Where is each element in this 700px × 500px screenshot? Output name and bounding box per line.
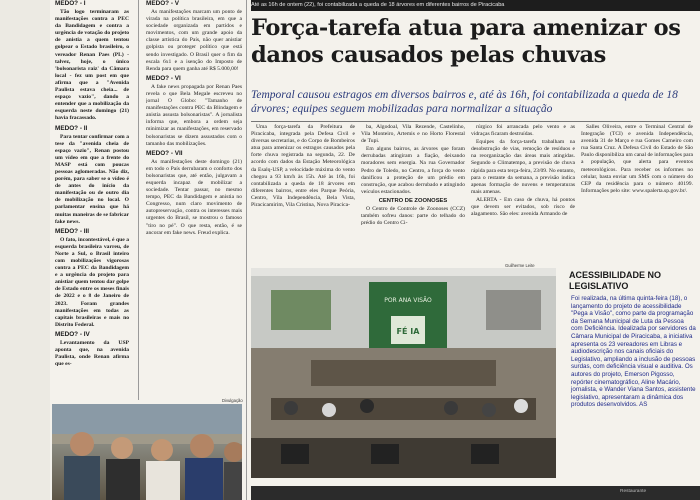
column-paragraph: As manifestações deste domingo (21) em todo o País derrubaram o conforto dos bolsonaristas que, até então, julgavam a esquerda incapaz de mobilizar a sociedade. Tentar passar, no mesmo tempo, PEC da Bandidagem e anistia no Congresso, num claro movimento de autopreservação, contra os interesses mais urgentes do Brasil, se mostrou o famoso "tiro no pé". O que resta, então, é se ancorar em fake news. Freud explica. [146,158,242,236]
article-paragraph: ba, Algodoal, Vila Rezende, Castelinho, Vila Monteiro, Artemis e no Horto Florestal de Tupi. [361,124,465,145]
photo-caption: Até as 16h de ontem (22), foi contabilizada a queda de 18 árvores em diferentes bairros de Piracicaba [251,2,505,8]
opinion-column-2 [146,0,242,400]
column-heading: MEDO? - VI [146,74,181,82]
article-paragraph: rúrgico foi arrancada pelo vento e as vidraças ficaram destruídas. [471,124,575,138]
column-heading: MEDO? - I [55,0,86,7]
article-paragraph: Em alguns bairros, as árvores que foram derrubadas atingiram a fiação, deixando moradores sem energia. Na rua Governador Pedro de Toledo, no Centro, a força do vento danificou a proteção de um prédio em construção, que acabou derrubado e atingindo veículos estacionados. [361,146,465,195]
screen-logo-text: FÉ IA [396,327,420,336]
photo-credit: Guilherme Leite [505,263,535,268]
column-divider [138,0,139,400]
next-article-label: Restaurante [620,489,647,494]
column-heading: MEDO? - VII [146,149,183,157]
article-paragraph: ALERTA - Em caso de chuva, há pontos que devem ser evitados, sob risco de alagamento. São eles: avenida Armando de [471,196,575,218]
article-column-2 [361,124,465,264]
column-heading: MEDO? - III [55,227,90,235]
group-photo-illustration [52,404,242,500]
column-paragraph: Para tentar confirmar com a tese da "avenida cheia de espaço vazio", Renan postou um vídeo em que a frente do MASP está com poucas pessoas aglomeradas. Não diz, porém, para saber se o vídeo é de antes do início da manifestação ou de outro dia de mobilização no local. O parlamentar ensina que há muitas maneiras de se fabricar fake news. [55,133,129,225]
article-subheading: CENTRO DE ZOONOSES [378,197,448,204]
column-heading: MEDO? - V [146,0,180,7]
article-paragraph: Uma força-tarefa da Prefeitura de Piracicaba, integrada pela Defesa Civil e diversas secretarias, e do Corpo de Bombeiros atua para amenizar os estragos causados pela forte chuva registrada na segunda, 22. De acordo com dados da Estação Meteorológica da Esalq-USP, a velocidade máxima do vento chegou a 93 km/h às 15h. Até às 16h, foi contabilizada a queda de 18 árvores em diferentes bairros, entre eles Parque Peória, Centro, Vila Independência, Bela Vista, Piracicamirim, Vila Cristina, Nova Piracica- [251,124,355,209]
column-heading: MEDO? - IV [55,330,90,338]
column-paragraph: As manifestações marcam um ponto de virada na política brasileira, em que a sociedade organizada em partidos e movimentos, com um grande apoio da classe artística do País, não quer anistiar golpista ou proteger político que está sendo investigado. O Brasil quer o fim da escala 6x1 e a isenção do Imposto de Renda para quem ganha até R$ 5.000,00! [146,9,242,72]
article-paragraph: Salles Oliveira, entre o Terminal Central de Integração (TCI) e avenida Independência, avenida 31 de Março e rua Gomes Carneiro com rua Santa Cruz. A Defesa Civil do Estado de São Paulo disponibiliza um canal de informações para a população, que alerta para eventos meteorológicos. Para receber os informes no celular, basta enviar um SMS com o número do CEP da residência para o número 40199. Informações pelo site: www.spalerta.sp.gov.br/. [581,124,693,194]
column-paragraph: O fato, incontestável, é que a esquerda brasileira varreu, de Norte a Sul, o Brasil inteiro com mobilizações vigorosas contra a PEC da Bandidagem e a urgência do projeto para anistiar quem tentou dar golpe de Estado entre os meses finais de 2022 e o 8 de Janeiro de 2023. Foram grandes manifestações em todas as capitais brasileiras e mais no Distrito Federal. [55,236,129,328]
article-paragraph: O Centro de Controle de Zoonoses (CCZ) também sofreu danos: parte do telhado do prédio do Centro Ci- [361,206,465,227]
opinion-column-1 [55,0,129,400]
article-column-1 [251,124,355,264]
left-margin-strip [0,0,50,500]
column-paragraph: Tão logo terminaram as manifestações contra a PEC da Bandidagem e contra a urgência de votação do projeto de anistia a quem tentou golpear o Estado brasileiro, o vereador Renan Paes (PL) - talvez, hoje, o único 'bolsonarista raiz' da Câmara local - fez um post em que afirma que a "Avenida Paulista estava cheia... de espaço vazio", dando a entender que a mobilização da esquerda neste domingo (21) havia fracassado. [55,9,129,122]
sidebar-title: ACESSIBILIDADE NO LEGISLATIVO [569,270,662,291]
deck-rule [251,121,691,122]
accessibility-sidebar [563,268,700,478]
column-paragraph: A fake news propagada por Renan Paes revela o que Bela Megale escreveu no jornal O Globo: "Tamanho de manifestações contra PEC da Blindagem e anistia assusta bolsonaristas". A jornalista informa que, embora a ordem seja minimizar as manifestações, em reservado bolsonaristas se dizem assustados com o tamanho das mobilizações. [146,83,242,147]
column-paragraph: Levantamento da USP aponta que, na avenida Paulista, onde Renan afirma que es- [55,339,129,368]
group-photo [52,404,242,500]
article-column-4 [581,124,693,264]
article-column-3 [471,124,575,264]
chamber-photo-illustration [251,268,556,478]
article-deck: Temporal causou estragos em diversos bairros e, até às 16h, foi contabilizada a queda de 18 árvores; equipes seguem mobilizadas para normalizar a situação [251,89,678,115]
screen-caption: POR ANA VISÃO [384,297,432,304]
column-heading: MEDO? - II [55,124,88,132]
photo-credit: Divulgação [222,398,243,403]
article-headline: Força-tarefa atua para amenizar os danos causados pelas chuvas [251,15,681,68]
column-divider [246,0,247,500]
sidebar-body: Foi realizada, na última quinta-feira (18), o lançamento do projeto de acessibilidade "Pega a Visão", como parte da programação da Semana Municipal de Luta da Pessoa com Deficiência. Idealizada por servidores da Câmara Municipal de Piracicaba, a iniciativa apresenta os 23 vereadores em Libras e audiodescrição nos canais oficiais do Legislativo, ampliando a inclusão de pessoas surdas, com deficiência visual e auditiva. Os autores do projeto, Emerson Pigosso, repórter cinematográfico, Aline Macário, jornalista, e Wander Viana Santos, assistente legislativo, apresentaram a dinâmica dos produtos desenvolvidos. AS [571,295,696,409]
article-paragraph: Equipes da força-tarefa trabalham na desobstrução de vias, remoção de resíduos e na reorganização das áreas mais atingidas. Segundo o Climatempo, a previsão de chuva rápida para esta terça-feira, 23/09. No entanto, para o restante da semana, a previsão indica apenas formação de nuvens e temperaturas mais amenas. [471,139,575,195]
chamber-photo [251,268,556,478]
